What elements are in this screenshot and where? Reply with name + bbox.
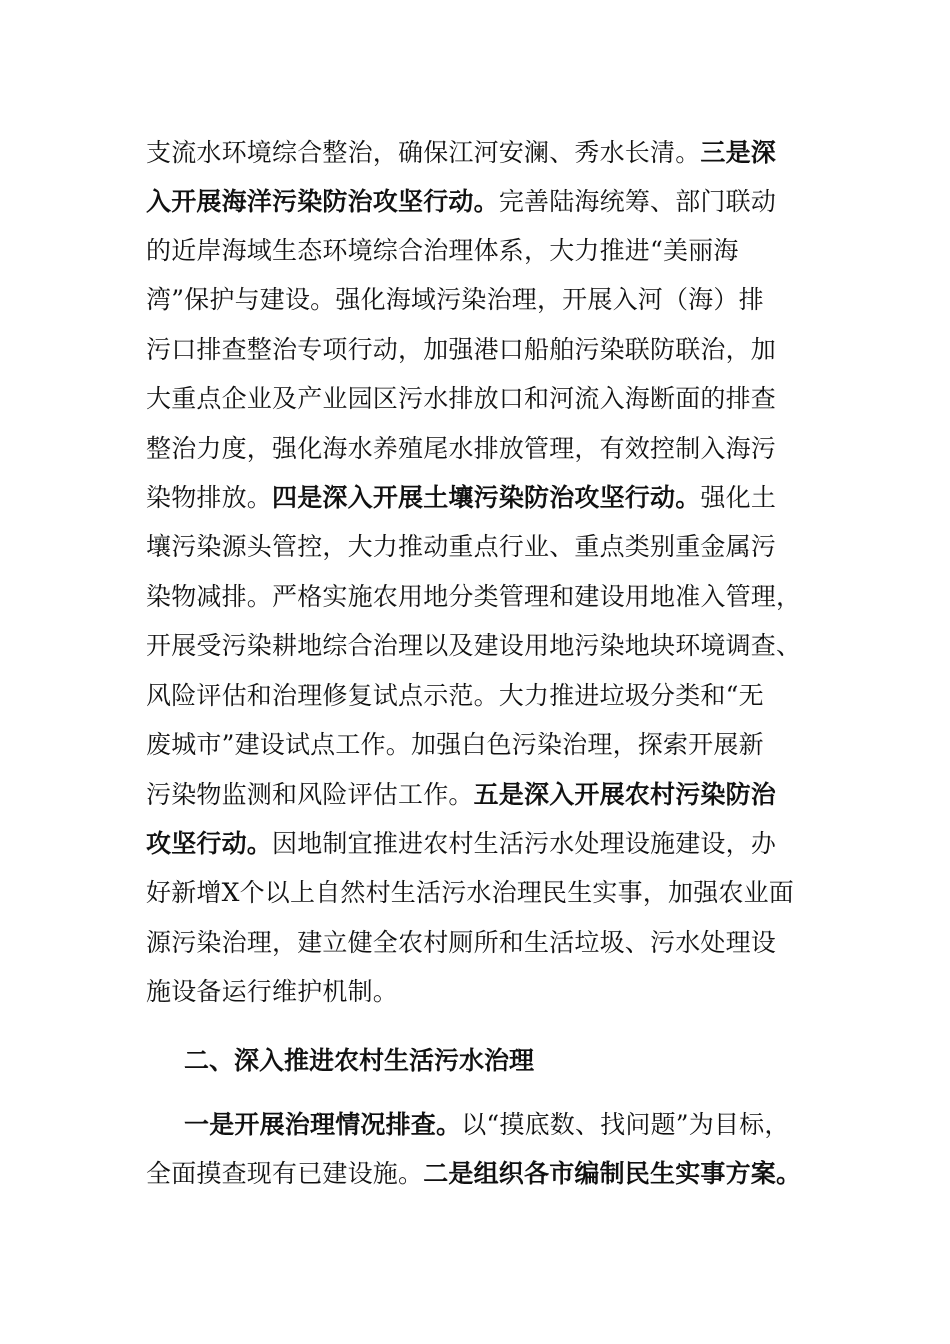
text-line <box>146 527 776 567</box>
text-span: 染物排放。 <box>146 483 273 512</box>
text-span: 湾”保护与建设。强化海域污染治理，开展入河（海）排 <box>146 285 764 314</box>
text-span: 开展受污染耕地综合治理以及建设用地污染地块环境调查、 <box>146 631 802 660</box>
text-line <box>146 824 776 864</box>
text-line <box>146 577 801 617</box>
text-span: 完善陆海统筹、部门联动 <box>498 187 777 216</box>
bold-text-span: 攻坚行动。 <box>146 829 273 858</box>
text-span: 源污染治理，建立健全农村厕所和生活垃圾、污水处理设 <box>146 928 777 957</box>
bold-text-span: 二是组织各市编制民生实事方案。 <box>423 1159 802 1188</box>
text-line <box>146 429 776 469</box>
bold-text-span: 四是深入开展土壤污染防治攻坚行动。 <box>272 483 701 512</box>
text-line <box>146 923 776 963</box>
text-line <box>146 1154 801 1194</box>
text-span: 染物减排。严格实施农用地分类管理和建设用地准入管理， <box>146 582 802 611</box>
text-span: 因地制宜推进农村生活污水处理设施建设，办 <box>272 829 777 858</box>
text-span: 整治力度，强化海水养殖尾水排放管理，有效控制入海污 <box>146 434 777 463</box>
text-line <box>146 231 739 271</box>
text-span: 以“摸底数、找问题”为目标， <box>461 1110 790 1139</box>
text-line <box>146 182 776 222</box>
text-line <box>184 1105 790 1145</box>
text-line <box>146 725 764 765</box>
text-span: 的近岸海域生态环境综合治理体系，大力推进“美丽海 <box>146 236 739 265</box>
text-line <box>146 280 764 320</box>
text-span: 风险评估和治理修复试点示范。大力推进垃圾分类和“无 <box>146 681 764 710</box>
text-span: 废城市”建设试点工作。加强白色污染治理，探索开展新 <box>146 730 764 759</box>
text-span: 好新增X个以上自然村生活污水治理民生实事，加强农业面 <box>146 878 795 907</box>
text-line <box>146 972 398 1012</box>
text-span: 壤污染源头管控，大力推动重点行业、重点类别重金属污 <box>146 532 777 561</box>
text-line <box>146 873 794 913</box>
text-line <box>146 478 776 518</box>
text-line <box>146 379 776 419</box>
text-line <box>146 676 764 716</box>
text-line <box>146 330 776 370</box>
text-line <box>146 775 776 815</box>
bold-text-span: 入开展海洋污染防治攻坚行动。 <box>146 187 499 216</box>
text-span: 支流水环境综合整治，确保江河安澜、秀水长清。 <box>146 138 701 167</box>
bold-text-span: 一是开展治理情况排查。 <box>184 1110 462 1139</box>
text-span: 施设备运行维护机制。 <box>146 977 399 1006</box>
text-span: 全面摸查现有已建设施。 <box>146 1159 424 1188</box>
text-span: 污口排查整治专项行动，加强港口船舶污染联防联治，加 <box>146 335 777 364</box>
section-heading: 二、深入推进农村生活污水治理 <box>184 1046 535 1075</box>
text-span: 强化土 <box>700 483 777 512</box>
text-span: 污染物监测和风险评估工作。 <box>146 780 474 809</box>
text-line <box>146 626 801 666</box>
text-span: 大重点企业及产业园区污水排放口和河流入海断面的排查 <box>146 384 777 413</box>
bold-text-span: 三是深 <box>700 138 777 167</box>
text-line <box>146 133 776 173</box>
bold-text-span: 五是深入开展农村污染防治 <box>473 780 777 809</box>
